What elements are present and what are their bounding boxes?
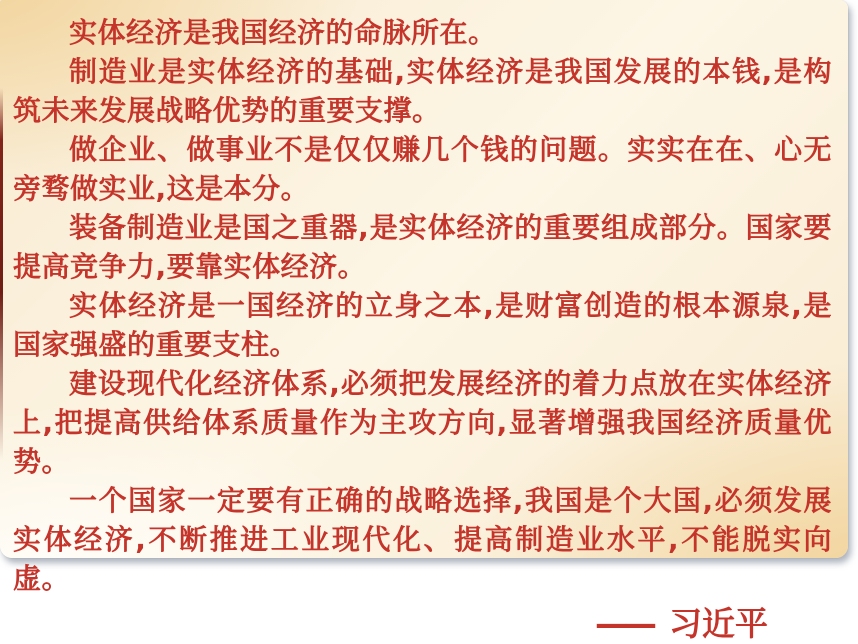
quote-paragraph: 实体经济是我国经济的命脉所在。 [69, 16, 497, 49]
quote-paragraph: 装备制造业是国之重器,是实体经济的重要组成部分。国家要提高竞争力,要靠实体经济。 [13, 211, 832, 283]
signature-name: 习近平 [669, 604, 768, 643]
quote-paragraph: 做企业、做事业不是仅仅赚几个钱的问题。实实在在、心无旁骛做实业,这是本分。 [13, 133, 832, 205]
quote-paragraph: 建设现代化经济体系,必须把发展经济的着力点放在实体经济上,把提高供给体系质量作为主攻方向,显著增强我国经济质量优势。 [13, 367, 832, 478]
quote-paragraph: 实体经济是一国经济的立身之本,是财富创造的根本源泉,是国家强盛的重要支柱。 [13, 289, 832, 361]
signature-dash: —— [595, 604, 653, 643]
card-left-edge-accent [0, 88, 3, 460]
quote-paragraph: 制造业是实体经济的基础,实体经济是我国发展的本钱,是构筑未来发展战略优势的重要支撑。 [13, 55, 832, 127]
signature [13, 604, 768, 644]
quote-paragraph: 一个国家一定要有正确的战略选择,我国是个大国,必须发展实体经济,不断推进工业现代化、提高制造业水平,不能脱实向虚。 [13, 484, 832, 595]
